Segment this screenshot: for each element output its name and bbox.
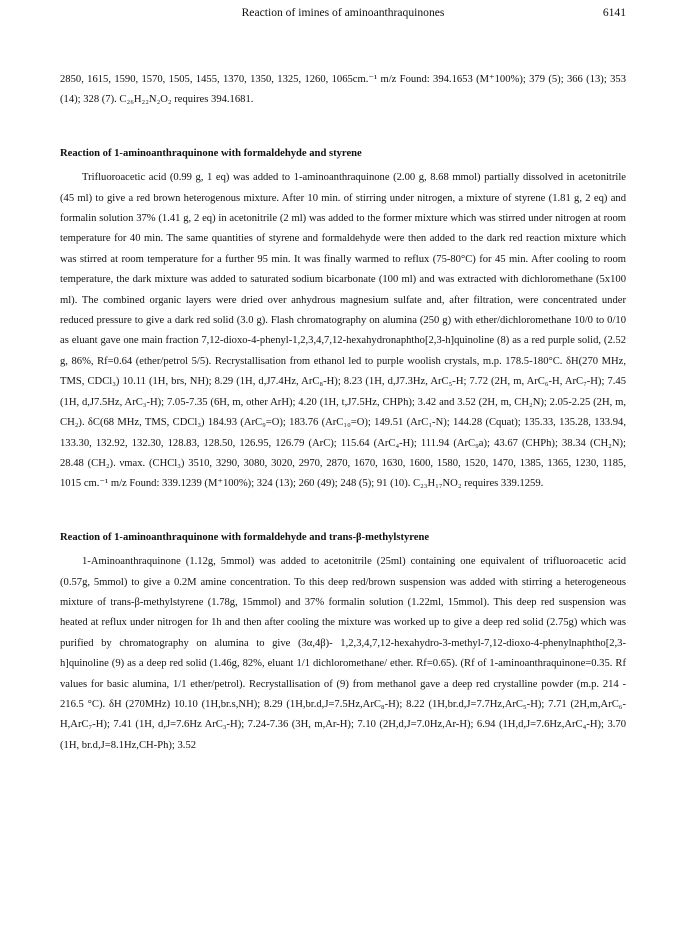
section-heading-methylstyrene: Reaction of 1-aminoanthraquinone with formaldehyde and trans-β-methylstyrene [60,531,430,543]
section-heading-styrene: Reaction of 1-aminoanthraquinone with formaldehyde and styrene [60,147,362,159]
running-title: Reaction of imines of aminoanthraquinones [241,6,445,19]
spacer [60,111,626,129]
document-body [60,70,626,756]
spacer [60,495,626,513]
paragraph-spectral-data-continued: 2850, 1615, 1590, 1570, 1505, 1455, 1370, 1350, 1325, 1260, 1065cm.⁻¹ m/z Found: 394.1653 (M⁺100%); 379 (5); 366 (13); 353 (14); 328 (7). C₂₆H₂₂N₂O₂ requires 394.1681. [60,74,626,106]
paragraph-methylstyrene-procedure: 1-Aminoanthraquinone (1.12g, 5mmol) was added to acetonitrile (25ml) containing one equivalent of trifluoroacetic acid (0.57g, 5mmol) to give a 0.2M amine concentration. To this deep red/brown suspension was added with stirring a heterogeneous mixture of trans-β-methylstyrene (1.78g, 15mmol) and 37% formalin solution (1.22ml, 15mmol). This deep red suspension was heated at reflux under nitrogen for 1h and then after cooling the mixture was worked up to give a deep red solid (2.75g) which was purified by chromatography on alumina to give (3α,4β)- 1,2,3,4,7,12-hexahydro-3-methyl-7,12-dioxo-4-phenylnaphtho[2,3-h]quinoline (9) as a deep red solid (1.46g, 82%, eluant 1/1 dichloromethane/ ether. Rf=0.65). (Rf of 1-aminoanthraquinone=0.35. Rf values for basic alumina, 1/1 ether/petrol). Recrystallisation of (9) from methanol gave a deep red crystalline powder (m.p. 214 - 216.5 °C). δH (270MHz) 10.10 (1H,br.s,NH); 8.29 (1H,br.d,J=7.5Hz,ArC₈-H); 8.22 (1H,br.d,J=7.7Hz,ArC₅-H); 7.71 (2H,m,ArC₆-H,ArC₇-H); 7.41 (1H, d,J=7.6Hz ArC₃-H); 7.24-7.36 (3H, m,Ar-H); 7.10 (2H,d,J=7.0Hz,Ar-H); 6.94 (1H,d,J=7.6Hz,ArC₄-H); 3.70 (1H, br.d,J=8.1Hz,CH-Ph); 3.52 [60,556,626,751]
page-number: 6141 [602,6,626,19]
paragraph-styrene-procedure: Trifluoroacetic acid (0.99 g, 1 eq) was added to 1-aminoanthraquinone (2.00 g, 8.68 mmol) partially dissolved in acetonitrile (45 ml) to give a red brown heterogenous mixture. After 10 min. of stirring under nitrogen, a mixture of styrene (1.81 g, 2 eq) and formalin solution 37% (1.41 g, 2 eq) in acetonitrile (2 ml) was added to the former mixture which was stirred under nitrogen at room temperature for 40 min. The same quantities of styrene and formaldehyde were then added to the dark red reaction mixture which was stirred at room temperature for a further 95 min. It was finally warmed to reflux (75-80°C) for 45 min. After cooling to room temperature, the dark mixture was added to saturated sodium bicarbonate (100 ml) and was extracted with dichloromethane (5x100 ml). The combined organic layers were dried over anhydrous magnesium sulfate and, after filtration, were concentrated under reduced pressure to give a dark red solid (3.0 g). Flash chromatography on alumina (250 g) with ether/dichloromethane 10/0 to 0/10 as eluant gave one main fraction 7,12-dioxo-4-phenyl-1,2,3,4,7,12-hexahydronaphtho[2,3-h]quinoline (8) as a red purple solid, (2.52 g, 86%, Rf=0.64 (ether/petrol 5/5). Recrystallisation from ethanol led to purple woolish crystals, m.p. 178.5-180°C. δH(270 MHz, TMS, CDCl₃) 10.11 (1H, brs, NH); 8.29 (1H, d,J7.4Hz, ArC₈-H); 8.23 (1H, d,J7.3Hz, ArC₅-H; 7.72 (2H, m, ArC₆-H, ArC₇-H); 7.45 (1H, d,J7.5Hz, ArC₃-H); 7.05-7.35 (6H, m, other ArH); 4.20 (1H, t,J7.5Hz, CHPh); 3.42 and 3.52 (2H, m, CH₂N); 2.05-2.25 (2H, m, CH₂). δC(68 MHz, TMS, CDCl₃) 184.93 (ArC₉=O); 183.76 (ArC₁₀=O); 149.51 (ArC₁-N); 144.28 (Cquat); 135.33, 135.28, 133.94, 133.30, 132.92, 132.30, 128.83, 128.50, 126.95, 126.79 (ArC); 115.64 (ArC₄-H); 111.94 (ArC₉a); 43.67 (CHPh); 38.34 (CH₂N); 28.48 (CH₂). νmax. (CHCl₃) 3510, 3290, 3080, 3020, 2970, 2870, 1670, 1630, 1600, 1580, 1520, 1470, 1385, 1365, 1230, 1185, 1015 cm.⁻¹ m/z Found: 339.1239 (M⁺100%); 324 (13); 260 (49); 248 (5); 91 (10). C₂₃H₁₇NO₂ requires 339.1259. [60,172,626,490]
running-header [60,6,626,26]
